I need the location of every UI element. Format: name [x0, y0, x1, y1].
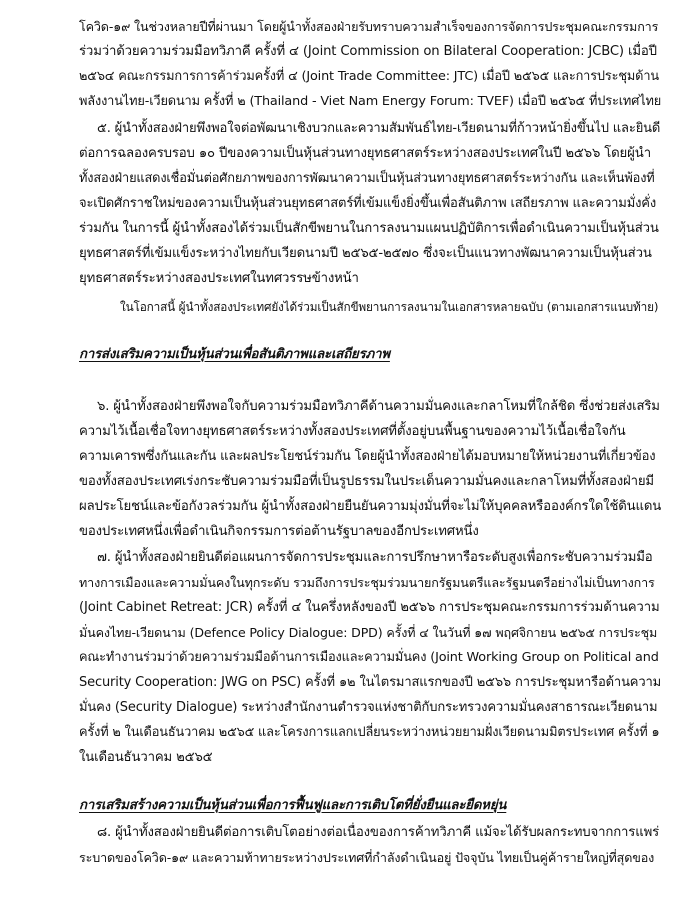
paragraph-line: คณะทำงานร่วมว่าด้วยความร่วมมือด้านการเมืองและความมั่นคง (Joint Working Group on Political and: [79, 650, 659, 665]
paragraph-line: ระบาดของโควิด-๑๙ และความท้าทายระหว่างประเทศที่กำลังดำเนินอยู่ ปัจจุบัน ไทยเป็นคู่ค้ารายใหญ่ที่สุดของ: [79, 850, 655, 865]
paragraph-line: ทางการเมืองและความมั่นคงในทุกระดับ รวมถึงการประชุมร่วมนายกรัฐมนตรีและรัฐมนตรีอย่างไม่เป็นทางการ: [79, 575, 655, 590]
section-heading-recovery-growth: การเสริมสร้างความเป็นหุ้นส่วนเพื่อการฟื้นฟูและการเติบโตที่ยั่งยืนและยืดหยุ่น: [79, 798, 507, 813]
paragraph-line: ความเคารพซึ่งกันและกัน และผลประโยชน์ร่วมกัน โดยผู้นำทั้งสองฝ่ายได้มอบหมายให้หน่วยงานที่เกี่ยวข้อง: [79, 449, 656, 464]
paragraph-8-line: ๘. ผู้นำทั้งสองฝ่ายยินดีต่อการเติบโตอย่างต่อเนื่องของการค้าทวิภาคี แม้จะได้รับผลกระทบจากการแพร่: [97, 825, 660, 840]
paragraph-line: ร่วมว่าด้วยความร่วมมือทวิภาคี ครั้งที่ ๔ (Joint Commission on Bilateral Cooperation: JCBC) เมื่อปี: [79, 44, 657, 59]
paragraph-line: ทั้งสองฝ่ายแสดงเชื่อมั่นต่อศักยภาพของการพัฒนาความเป็นหุ้นส่วนทางยุทธศาสตร์ระหว่างกัน และเห็นพ้องที่: [79, 171, 655, 186]
paragraph-line: Security Cooperation: JWG on PSC) ครั้งที่ ๑๒ ในไตรมาสแรกของปี ๒๕๖๖ การประชุมหารือด้านความ: [79, 675, 662, 690]
paragraph-line: มั่นคงไทย-เวียดนาม (Defence Policy Dialogue: DPD) ครั้งที่ ๔ ในวันที่ ๑๗ พฤศจิกายน ๒๕๖๕ การประชุม: [79, 625, 658, 640]
paragraph-line: (Joint Cabinet Retreat: JCR) ครั้งที่ ๔ ในครึ่งหลังของปี ๒๕๖๖ การประชุมคณะกรรมการร่วมด้านความ: [79, 600, 660, 615]
section-heading-peace-stability: การส่งเสริมความเป็นหุ้นส่วนเพื่อสันติภาพและเสถียรภาพ: [79, 347, 390, 362]
paragraph-line: ของทั้งสองประเทศเร่งกระชับความร่วมมือที่เป็นรูปธรรมในประเด็นความมั่นคงและกลาโหมที่ทั้งสองฝ่ายมี: [79, 474, 654, 489]
paragraph-line: ผลประโยชน์และข้อกังวลร่วมกัน ผู้นำทั้งสองฝ่ายยืนยันความมุ่งมั่นที่จะไม่ให้บุคคลหรือองค์กรใดใช้ดินแดน: [79, 499, 662, 514]
paragraph-line: จะเปิดศักราชใหม่ของความเป็นหุ้นส่วนยุทธศาสตร์ที่เข้มแข็งยิ่งขึ้นเพื่อสันติภาพ เสถียรภาพ และความมั่งคั่ง: [79, 196, 657, 211]
paragraph-line: ร่วมกัน ในการนี้ ผู้นำทั้งสองได้ร่วมเป็นสักขีพยานในการลงนามแผนปฏิบัติการเพื่อดำเนินความเป็นหุ้นส่วน: [79, 221, 659, 236]
paragraph-line: ความไว้เนื้อเชื่อใจทางยุทธศาสตร์ระหว่างทั้งสองประเทศที่ตั้งอยู่บนพื้นฐานของความไว้เนื้อเชื่อใจกัน: [79, 424, 626, 439]
paragraph-line: ในเดือนธันวาคม ๒๕๖๕: [79, 750, 213, 765]
paragraph-line: ๒๕๖๔ คณะกรรมการการค้าร่วมครั้งที่ ๔ (Joint Trade Committee: JTC) เมื่อปี ๒๕๖๕ และการประชุมด้าน: [79, 69, 659, 84]
paragraph-line: พลังงานไทย-เวียดนาม ครั้งที่ ๒ (Thailand - Viet Nam Energy Forum: TVEF) เมื่อปี ๒๕๖๕ ที่ประเทศไทย: [79, 94, 662, 109]
paragraph-line: ครั้งที่ ๒ ในเดือนธันวาคม ๒๕๖๕ และโครงการแลกเปลี่ยนระหว่างหน่วยยามฝั่งเวียดนามมิตรประเทศ ครั้งที่ ๑: [79, 725, 660, 740]
paragraph-5-line: ๕. ผู้นำทั้งสองฝ่ายพึงพอใจต่อพัฒนาเชิงบวกและความสัมพันธ์ไทย-เวียดนามที่ก้าวหน้ายิ่งขึ้นไป และยินดี: [97, 121, 661, 136]
paragraph-line: ในโอกาสนี้ ผู้นำทั้งสองประเทศยังได้ร่วมเป็นสักขีพยานการลงนามในเอกสารหลายฉบับ (ตามเอกสารแนบท้าย): [120, 300, 659, 314]
paragraph-line: มั่นคง (Security Dialogue) ระหว่างสำนักงานตำรวจแห่งชาติกับกระทรวงความมั่นคงสาธารณะเวียดนาม: [79, 700, 658, 715]
paragraph-line: ต่อการฉลองครบรอบ ๑๐ ปีของความเป็นหุ้นส่วนทางยุทธศาสตร์ระหว่างสองประเทศในปี ๒๕๖๖ โดยผู้นำ: [79, 146, 651, 161]
paragraph-line: ของประเทศหนึ่งเพื่อดำเนินกิจกรรมการต่อต้านรัฐบาลของอีกประเทศหนึ่ง: [79, 524, 479, 539]
paragraph-6-line: ๖. ผู้นำทั้งสองฝ่ายพึงพอใจกับความร่วมมือทวิภาคีด้านความมั่นคงและกลาโหมที่ใกล้ชิด ซึ่งช่วยส่งเสริม: [97, 399, 660, 414]
paragraph-7-line: ๗. ผู้นำทั้งสองฝ่ายยินดีต่อแผนการจัดการประชุมและการปรึกษาหารือระดับสูงเพื่อกระชับความร่วมมือ: [97, 550, 653, 565]
paragraph-line: ยุทธศาสตร์ระหว่างสองประเทศในทศวรรษข้างหน้า: [79, 271, 359, 286]
paragraph-line: โควิด-๑๙ ในช่วงหลายปีที่ผ่านมา โดยผู้นำทั้งสองฝ่ายรับทราบความสำเร็จของการจัดการประชุมคณะกรรมการ: [79, 19, 659, 34]
paragraph-line: ยุทธศาสตร์ที่เข้มแข็งระหว่างไทยกับเวียดนามปี ๒๕๖๕-๒๕๗๐ ซึ่งจะเป็นแนวทางพัฒนาความเป็นหุ้นส่วน: [79, 246, 652, 261]
